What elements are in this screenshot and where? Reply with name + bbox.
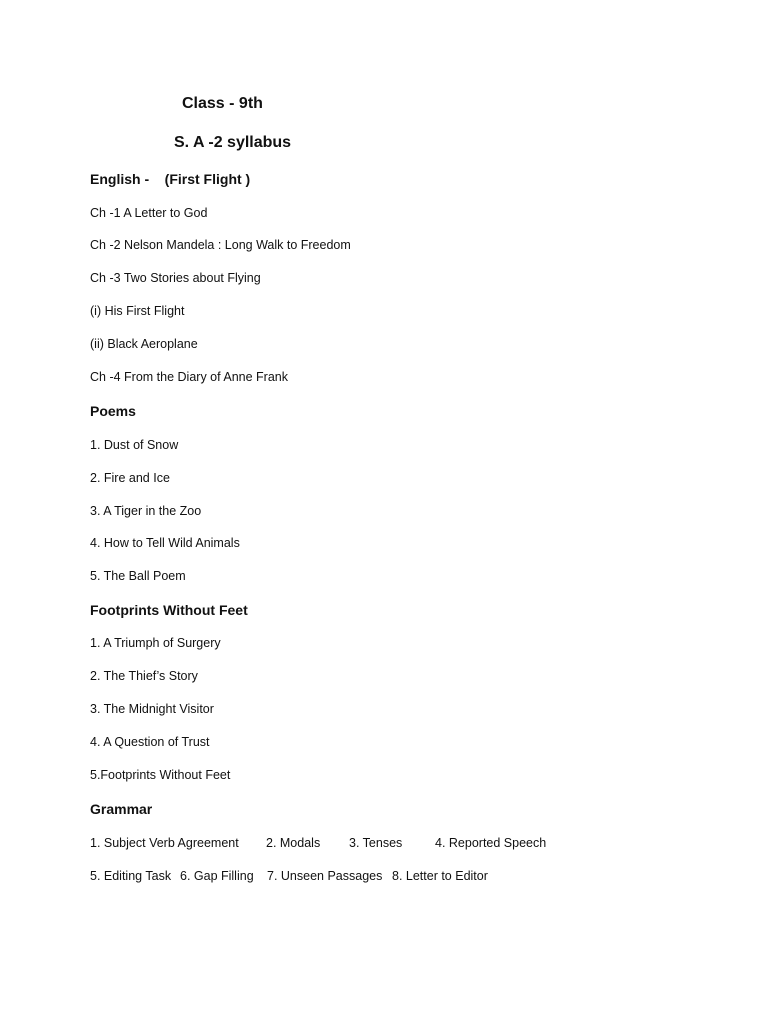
poem-item-4: 4. How to Tell Wild Animals (90, 536, 240, 550)
grammar-topic-5: 5. Editing Task (90, 869, 172, 883)
grammar-topic-3: 3. Tenses (349, 836, 403, 850)
english-chapter-2: Ch -2 Nelson Mandela : Long Walk to Freedom (90, 238, 351, 252)
footprints-item-4: 4. A Question of Trust (90, 735, 210, 749)
footprints-item-3: 3. The Midnight Visitor (90, 702, 214, 716)
grammar-topic-8: 8. Letter to Editor (392, 869, 488, 883)
english-chapter-3: Ch -3 Two Stories about Flying (90, 271, 261, 285)
english-chapter-1: Ch -1 A Letter to God (90, 206, 208, 220)
footprints-heading: Footprints Without Feet (90, 602, 248, 618)
grammar-topic-4: 4. Reported Speech (435, 836, 547, 850)
grammar-topic-7: 7. Unseen Passages (267, 869, 383, 883)
footprints-item-2: 2. The Thief’s Story (90, 669, 198, 683)
poem-item-2: 2. Fire and Ice (90, 471, 170, 485)
english-story-1: (i) His First Flight (90, 304, 185, 318)
footprints-item-1: 1. A Triumph of Surgery (90, 636, 221, 650)
grammar-heading: Grammar (90, 801, 153, 817)
grammar-topic-1: 1. Subject Verb Agreement (90, 836, 239, 850)
poem-item-5: 5. The Ball Poem (90, 569, 186, 583)
grammar-topic-2: 2. Modals (266, 836, 321, 850)
english-story-2: (ii) Black Aeroplane (90, 337, 198, 351)
grammar-topic-6: 6. Gap Filling (180, 869, 254, 883)
syllabus-title: S. A -2 syllabus (174, 134, 292, 151)
poem-item-3: 3. A Tiger in the Zoo (90, 504, 202, 518)
class-title: Class - 9th (182, 95, 263, 112)
footprints-item-5: 5.Footprints Without Feet (90, 768, 231, 782)
poem-item-1: 1. Dust of Snow (90, 438, 179, 452)
english-chapter-4: Ch -4 From the Diary of Anne Frank (90, 370, 288, 384)
english-heading: English - (First Flight ) (90, 171, 251, 187)
poems-heading: Poems (90, 403, 136, 419)
